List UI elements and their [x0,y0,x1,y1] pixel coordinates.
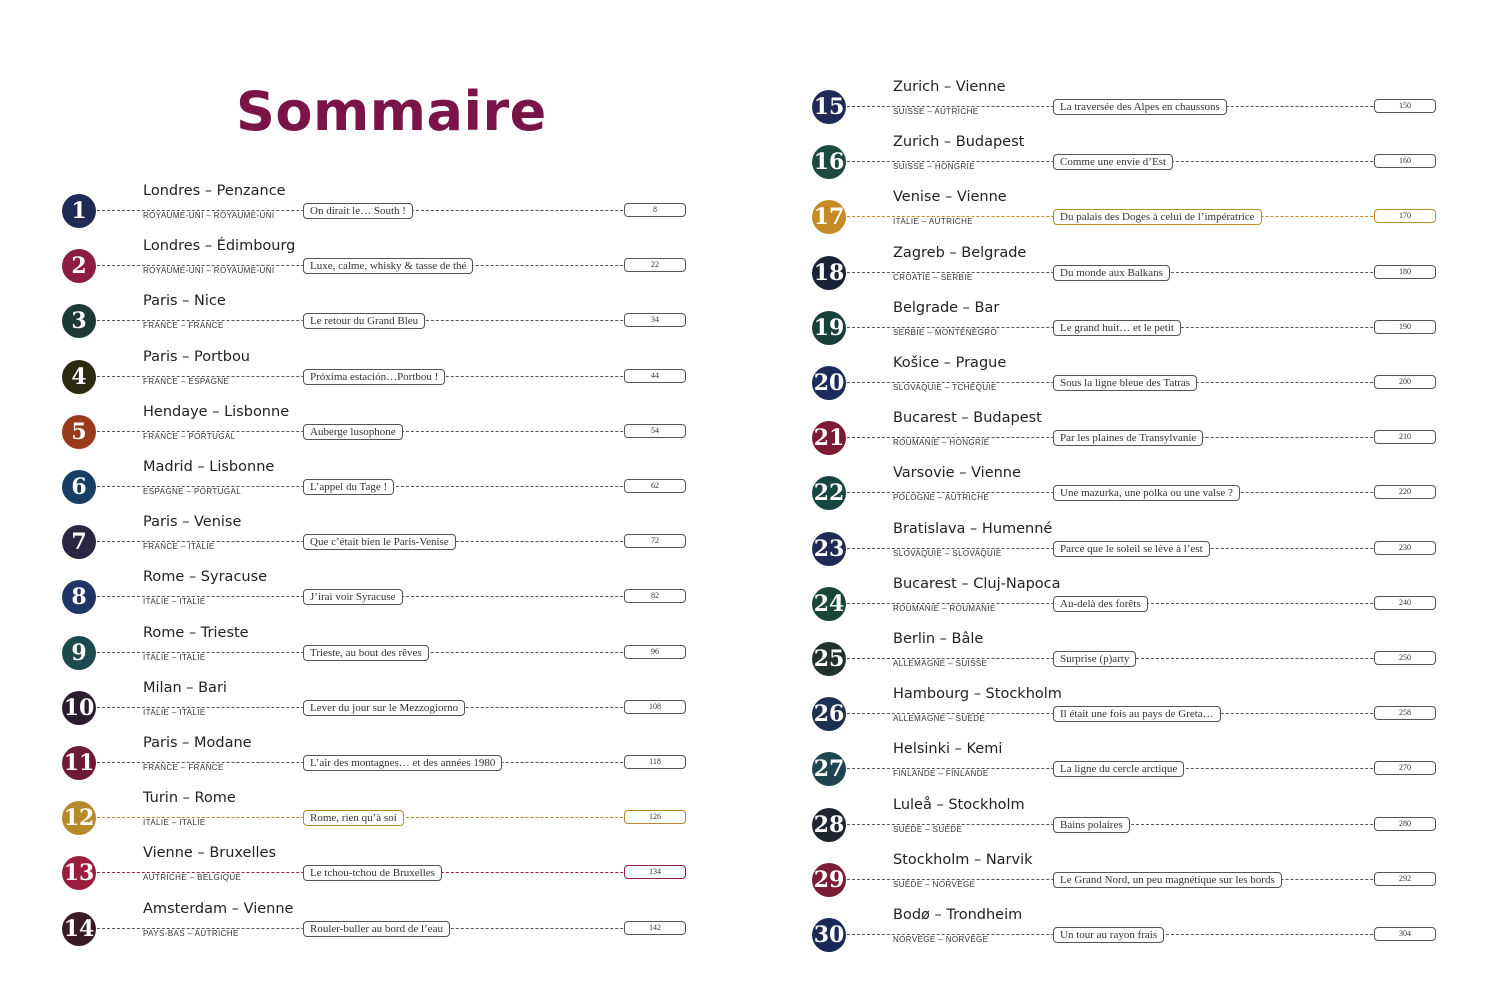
page-number-tag: 142 [624,921,686,935]
chapter-number-badge: 18 [812,256,846,290]
page-number-tag: 240 [1374,596,1436,610]
route-countries: ITALIE – ITALIE [143,707,206,717]
chapter-number-badge: 21 [812,421,846,455]
chapter-number-badge: 3 [62,304,96,338]
chapter-number-badge: 16 [812,145,846,179]
route-title: Stockholm – Narvik [893,851,1033,868]
page-number-tag: 8 [624,203,686,217]
chapter-subtitle-tag: Bains polaires [1053,817,1130,833]
chapter-subtitle-tag: La traversée des Alpes en chaussons [1053,99,1227,115]
toc-entry[interactable] [812,631,1442,686]
route-title: Luleå – Stockholm [893,796,1025,813]
chapter-subtitle-tag: On dirait le… South ! [303,203,413,219]
toc-entry[interactable] [62,680,692,735]
chapter-subtitle-tag: J’irai voir Syracuse [303,589,403,605]
toc-entry[interactable] [812,355,1442,410]
route-title: Vienne – Bruxelles [143,845,277,862]
chapter-subtitle-tag: Trieste, au bout des rêves [303,645,429,661]
route-countries: SUISSE – HONGRIE [893,162,975,172]
route-countries: SLOVAQUIE – SLOVAQUIE [893,548,1002,558]
toc-entry[interactable] [62,625,692,680]
route-title: Varsovie – Vienne [893,465,1021,482]
page-number-tag: 200 [1374,375,1436,389]
toc-entry[interactable] [62,238,692,293]
chapter-subtitle-tag: Le retour du Grand Bleu [303,313,425,329]
chapter-number-badge: 5 [62,415,96,449]
toc-entry[interactable] [62,183,692,238]
route-countries: ROUMANIE – ROUMANIE [893,603,996,613]
page-number-tag: 180 [1374,265,1436,279]
route-title: Londres – Penzance [143,183,286,199]
route-title: Košice – Prague [893,355,1007,371]
chapter-number-badge: 1 [62,194,96,228]
route-title: Bodø – Trondheim [893,907,1023,923]
chapter-number-badge: 7 [62,525,96,559]
toc-entry[interactable] [62,569,692,624]
page-number-tag: 280 [1374,817,1436,831]
route-countries: FRANCE – FRANCE [143,321,224,331]
route-countries: ROYAUME-UNI – ROYAUME-UNI [143,211,275,220]
chapter-number-badge: 26 [812,697,846,731]
chapter-subtitle-tag: La ligne du cercle arctique [1053,761,1184,777]
route-title: Venise – Vienne [893,189,1007,206]
chapter-subtitle-tag: Próxima estación…Portbou ! [303,369,445,385]
toc-entry[interactable] [62,790,692,845]
page-number-tag: 126 [624,810,686,824]
chapter-subtitle-tag: Surprise (p)arty [1053,651,1136,667]
route-countries: SUÈDE – SUÈDE [893,824,963,834]
page-number-tag: 134 [624,865,686,879]
chapter-subtitle-tag: Auberge lusophone [303,424,403,440]
route-countries: ITALIE – ITALIE [143,597,206,607]
page-number-tag: 108 [624,700,686,714]
page-number-tag: 250 [1374,651,1436,665]
chapter-number-badge: 25 [812,642,846,676]
chapter-number-badge: 24 [812,587,846,621]
toc-entry[interactable] [812,79,1442,134]
chapter-subtitle-tag: Parce que le soleil se lève à l’est [1053,541,1210,557]
chapter-subtitle-tag: Le grand huit… et le petit [1053,320,1181,336]
route-countries: POLOGNE – AUTRICHE [893,493,990,503]
toc-entry[interactable] [812,521,1442,576]
toc-entry[interactable] [62,404,692,459]
page-number-tag: 44 [624,369,686,383]
route-title: Helsinki – Kemi [893,741,1003,758]
page-number-tag: 62 [624,479,686,493]
route-title: Paris – Portbou [143,348,251,365]
toc-entry[interactable] [62,901,692,956]
page-number-tag: 170 [1374,209,1436,223]
toc-entry[interactable] [62,845,692,900]
chapter-subtitle-tag: Lever du jour sur le Mezzogiorno [303,700,465,716]
route-title: Zurich – Budapest [893,134,1025,151]
chapter-number-badge: 4 [62,360,96,394]
page-number-tag: 270 [1374,761,1436,775]
route-title: Londres – Édimbourg [143,238,296,255]
page-number-tag: 210 [1374,430,1436,444]
chapter-number-badge: 6 [62,470,96,504]
page-number-tag: 190 [1374,320,1436,334]
toc-entry[interactable] [62,459,692,514]
route-countries: SLOVAQUIE – TCHÉQUIE [893,383,997,392]
page-number-tag: 72 [624,534,686,548]
chapter-subtitle-tag: Le Grand Nord, un peu magnétique sur les bords [1053,872,1282,888]
chapter-subtitle-tag: Que c’était bien le Paris-Venise [303,534,456,550]
chapter-number-badge: 8 [62,580,96,614]
toc-entry[interactable] [812,741,1442,796]
route-countries: ITALIE – ITALIE [143,652,206,662]
chapter-subtitle-tag: L’appel du Tage ! [303,479,394,495]
page-number-tag: 118 [624,755,686,769]
page-number-tag: 82 [624,589,686,603]
route-countries: CROATIE – SERBIE [893,272,973,282]
page-number-tag: 54 [624,424,686,438]
toc-entry[interactable] [812,189,1442,244]
route-countries: SERBIE – MONTÉNÉGRO [893,327,998,337]
route-countries: ALLEMAGNE – SUÈDE [893,714,986,724]
route-title: Bucarest – Budapest [893,410,1042,427]
route-title: Rome – Trieste [143,624,249,641]
toc-entry[interactable] [62,293,692,348]
chapter-subtitle-tag: Comme une envie d’Est [1053,154,1173,170]
route-title: Paris – Nice [143,293,226,310]
page-number-tag: 160 [1374,154,1436,168]
chapter-subtitle-tag: Du palais des Doges à celui de l’impératrice [1053,209,1262,225]
chapter-subtitle-tag: L’air des montagnes… et des années 1980 [303,755,502,771]
chapter-subtitle-tag: Au-delà des forêts [1053,596,1148,612]
chapter-number-badge: 10 [62,691,96,725]
route-countries: FINLANDE – FINLANDE [893,769,989,779]
toc-entry[interactable] [62,514,692,569]
toc-entry[interactable] [62,349,692,404]
page-number-tag: 96 [624,645,686,659]
toc-entry[interactable] [812,245,1442,300]
chapter-number-badge: 30 [812,918,846,952]
toc-entry[interactable] [812,134,1442,189]
chapter-subtitle-tag: Luxe, calme, whisky & tasse de thé [303,258,473,274]
chapter-number-badge: 22 [812,476,846,510]
route-countries: SUISSE – AUTRICHE [893,107,979,116]
chapter-number-badge: 29 [812,863,846,897]
route-title: Bratislava – Humenné [893,520,1053,537]
page-number-tag: 150 [1374,99,1436,113]
chapter-subtitle-tag: Un tour au rayon frais [1053,927,1164,943]
route-countries: FRANCE – ESPAGNE [143,376,230,386]
chapter-subtitle-tag: Sous la ligne bleue des Tatras [1053,375,1197,391]
chapter-number-badge: 11 [62,746,96,780]
route-countries: AUTRICHE – BELGIQUE [143,873,242,883]
route-title: Berlin – Bâle [893,631,984,647]
route-countries: FRANCE – FRANCE [143,763,224,772]
chapter-subtitle-tag: Le tchou-tchou de Bruxelles [303,865,442,881]
chapter-number-badge: 9 [62,636,96,670]
page-number-tag: 220 [1374,485,1436,499]
route-countries: ROYAUME-UNI – ROYAUME-UNI [143,266,275,276]
toc-entry[interactable] [812,797,1442,852]
route-title: Paris – Modane [143,735,252,751]
route-title: Paris – Venise [143,514,242,531]
toc-entry[interactable] [812,300,1442,355]
route-countries: FRANCE – PORTUGAL [143,431,236,441]
page-number-tag: 258 [1374,706,1436,720]
route-title: Turin – Rome [143,790,236,807]
route-countries: ITALIE – AUTRICHE [893,217,974,227]
route-title: Rome – Syracuse [143,569,268,586]
chapter-number-badge: 20 [812,366,846,400]
route-countries: PAYS-BAS – AUTRICHE [143,928,239,938]
route-title: Hendaye – Lisbonne [143,403,290,420]
toc-entry[interactable] [812,576,1442,631]
chapter-number-badge: 27 [812,752,846,786]
toc-entry[interactable] [62,735,692,790]
chapter-subtitle-tag: Rome, rien qu’à soi [303,810,404,826]
chapter-subtitle-tag: Une mazurka, une polka ou une valse ? [1053,485,1240,501]
chapter-number-badge: 17 [812,200,846,234]
toc-entry[interactable] [812,465,1442,520]
route-title: Zagreb – Belgrade [893,244,1027,261]
route-title: Amsterdam – Vienne [143,900,294,917]
toc-entry[interactable] [812,907,1442,962]
route-title: Belgrade – Bar [893,299,1000,316]
chapter-number-badge: 23 [812,532,846,566]
route-title: Hambourg – Stockholm [893,686,1062,703]
chapter-number-badge: 28 [812,808,846,842]
chapter-number-badge: 14 [62,912,96,946]
chapter-number-badge: 19 [812,311,846,345]
page-number-tag: 34 [624,313,686,327]
toc-entry[interactable] [812,852,1442,907]
page-number-tag: 292 [1374,872,1436,886]
route-countries: ESPAGNE – PORTUGAL [143,487,242,496]
chapter-subtitle-tag: Rouler-buller au bord de l’eau [303,921,450,937]
page-title: Sommaire [236,80,547,143]
chapter-number-badge: 15 [812,90,846,124]
chapter-number-badge: 2 [62,249,96,283]
chapter-number-badge: 13 [62,856,96,890]
chapter-subtitle-tag: Par les plaines de Transylvanie [1053,430,1203,446]
route-countries: ALLEMAGNE – SUISSE [893,659,988,668]
route-countries: ITALIE – ITALIE [143,818,206,828]
route-countries: NORVÈGE – NORVÈGE [893,935,989,944]
route-title: Zurich – Vienne [893,79,1006,95]
page-number-tag: 230 [1374,541,1436,555]
page-number-tag: 304 [1374,927,1436,941]
chapter-number-badge: 12 [62,801,96,835]
toc-entry[interactable] [812,686,1442,741]
route-countries: SUÈDE – NORVÈGE [893,879,976,889]
chapter-subtitle-tag: Il était une fois au pays de Greta… [1053,706,1221,722]
route-title: Madrid – Lisbonne [143,459,275,475]
route-countries: ROUMANIE – HONGRIE [893,438,990,448]
route-title: Milan – Bari [143,679,227,696]
route-countries: FRANCE – ITALIE [143,542,215,552]
page-number-tag: 22 [624,258,686,272]
toc-entry[interactable] [812,410,1442,465]
route-title: Bucarest – Cluj-Napoca [893,575,1061,592]
chapter-subtitle-tag: Du monde aux Balkans [1053,265,1170,281]
